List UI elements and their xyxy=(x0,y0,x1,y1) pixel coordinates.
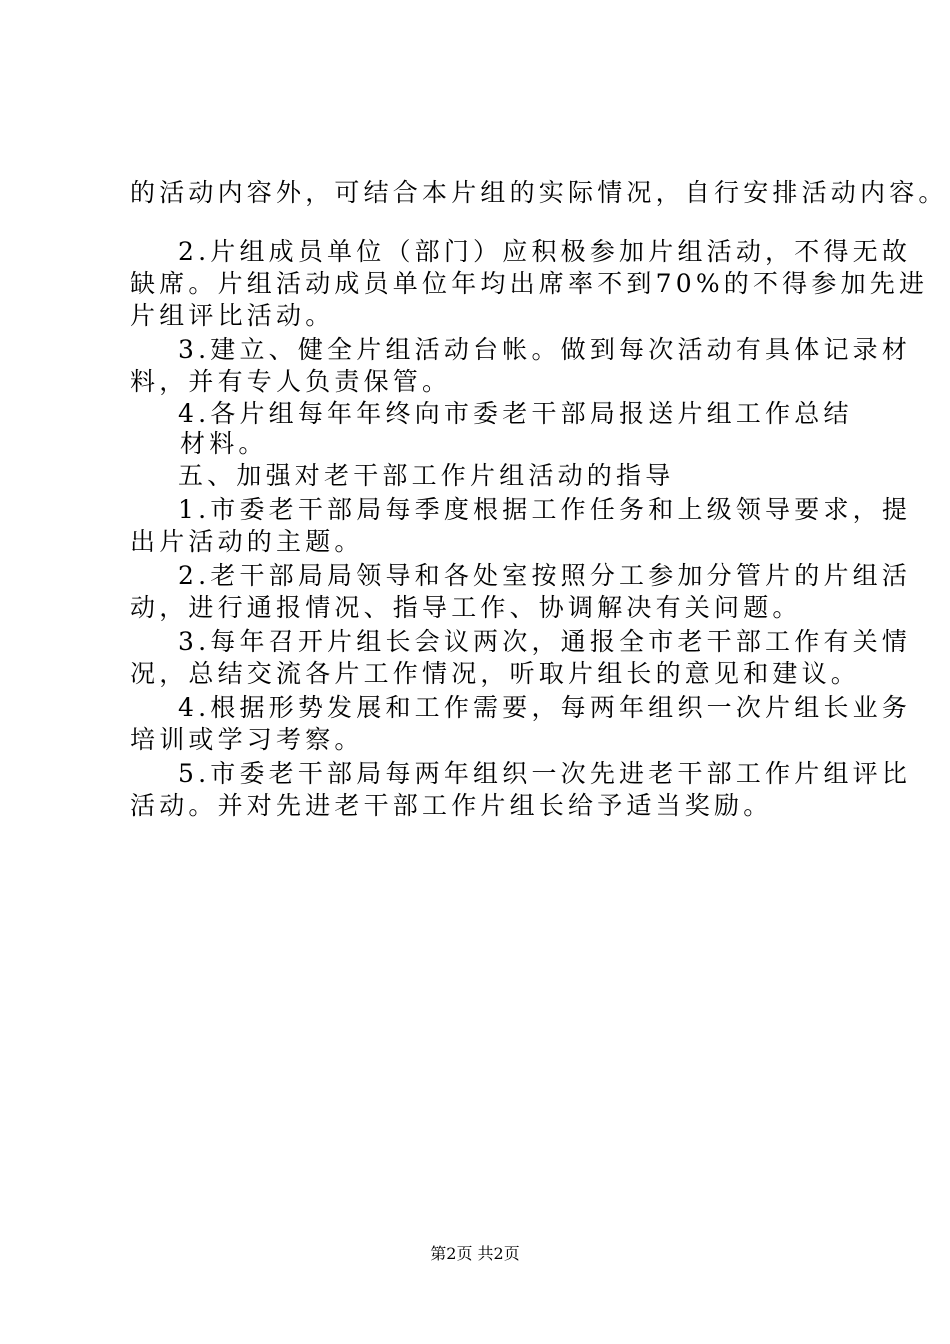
paragraph-line: 片组评比活动。 xyxy=(130,301,335,330)
paragraph-line: 动，进行通报情况、指导工作、协调解决有关问题。 xyxy=(130,593,802,622)
paragraph-line: 缺席。片组活动成员单位年均出席率不到70%的不得参加先进 xyxy=(130,269,929,298)
paragraph-line: 3.建立、健全片组活动台帐。做到每次活动有具体记录材 xyxy=(178,335,912,364)
paragraph-line: 材料。 xyxy=(180,429,268,458)
paragraph-line: 1.市委老干部局每季度根据工作任务和上级领导要求，提 xyxy=(178,495,912,524)
section-heading: 五、加强对老干部工作片组活动的指导 xyxy=(178,461,675,490)
paragraph-line: 3.每年召开片组长会议两次，通报全市老干部工作有关情 xyxy=(178,627,912,656)
paragraph-line: 培训或学习考察。 xyxy=(130,725,364,754)
paragraph-line: 料，并有专人负责保管。 xyxy=(130,367,452,396)
paragraph-line: 的活动内容外，可结合本片组的实际情况，自行安排活动内容。 xyxy=(130,178,948,207)
paragraph-line: 2.老干部局局领导和各处室按照分工参加分管片的片组活 xyxy=(178,561,912,590)
paragraph-line: 出片活动的主题。 xyxy=(130,527,364,556)
paragraph-line: 4.各片组每年年终向市委老干部局报送片组工作总结 xyxy=(178,399,853,428)
paragraph-line: 活动。并对先进老干部工作片组长给予适当奖励。 xyxy=(130,791,773,820)
paragraph-line: 4.根据形势发展和工作需要，每两年组织一次片组长业务 xyxy=(178,693,912,722)
page-footer: 第2页 共2页 xyxy=(430,1244,520,1263)
paragraph-line: 5.市委老干部局每两年组织一次先进老干部工作片组评比 xyxy=(178,759,912,788)
paragraph-line: 况，总结交流各片工作情况，听取片组长的意见和建议。 xyxy=(130,659,861,688)
paragraph-line: 2.片组成员单位（部门）应积极参加片组活动，不得无故 xyxy=(178,237,912,266)
